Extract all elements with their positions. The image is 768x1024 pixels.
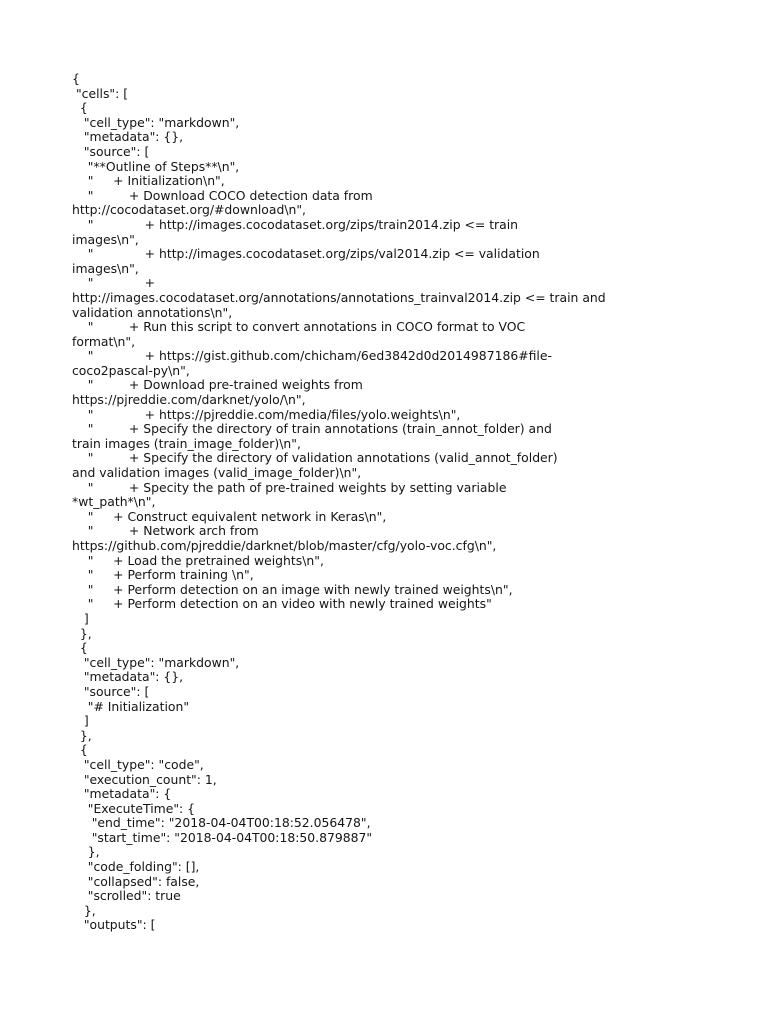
text-line: }, <box>72 727 92 743</box>
text-line: "cell_type": "markdown", <box>72 654 240 670</box>
text-line: coco2pascal-py\n", <box>72 362 190 378</box>
text-line: "scrolled": true <box>72 888 181 904</box>
text-line: "code_folding": [], <box>72 859 200 875</box>
text-line: "metadata": {}, <box>72 129 184 145</box>
text-line: "cells": [ <box>72 85 129 101</box>
text-line: "source": [ <box>72 683 150 699</box>
text-line: " + Construct equivalent network in Keras\n", <box>72 508 387 524</box>
text-line: ] <box>72 713 89 729</box>
text-line: "metadata": {}, <box>72 669 184 685</box>
text-line: { <box>72 100 88 116</box>
text-line: *wt_path*\n", <box>72 494 156 510</box>
text-line: "execution_count": 1, <box>72 771 217 787</box>
text-line: images\n", <box>72 231 139 247</box>
text-line: " + http://images.cocodataset.org/zips/train2014.zip <= train <box>72 216 519 232</box>
text-line: " + Specify the directory of train annotations (train_annot_folder) and <box>72 421 552 437</box>
text-line: "metadata": { <box>72 786 172 802</box>
text-line: " + https://gist.github.com/chicham/6ed3842d0d2014987186#file- <box>72 348 552 364</box>
text-line: http://cocodataset.org/#download\n", <box>72 202 306 218</box>
text-line: "# Initialization" <box>72 698 190 714</box>
text-line: " + Perform detection on an video with newly trained weights" <box>72 596 492 612</box>
text-line: " + https://pjreddie.com/media/files/yolo.weights\n", <box>72 406 461 422</box>
text-line: " + Perform detection on an image with newly trained weights\n", <box>72 581 513 597</box>
text-line: }, <box>72 844 100 860</box>
text-line: { <box>72 640 88 656</box>
text-line: " + Initialization\n", <box>72 173 225 189</box>
text-line: train images (train_image_folder)\n", <box>72 435 301 451</box>
text-line: format\n", <box>72 333 136 349</box>
text-line: and validation images (valid_image_folder)\n", <box>72 465 362 481</box>
text-line: " + Network arch from <box>72 523 259 539</box>
text-line: images\n", <box>72 260 139 276</box>
text-line: https://pjreddie.com/darknet/yolo/\n", <box>72 392 306 408</box>
text-line: "ExecuteTime": { <box>72 800 196 816</box>
text-line: "outputs": [ <box>72 917 156 933</box>
text-line: " + <box>72 275 156 291</box>
text-line: "cell_type": "markdown", <box>72 114 240 130</box>
text-line: "source": [ <box>72 143 150 159</box>
text-line: }, <box>72 902 96 918</box>
text-line: " + Specify the directory of validation annotations (valid_annot_folder) <box>72 450 558 466</box>
text-line: " + Download pre-trained weights from <box>72 377 363 393</box>
json-text-block <box>72 72 712 933</box>
text-line: " + http://images.cocodataset.org/zips/val2014.zip <= validation <box>72 246 540 262</box>
text-line: "end_time": "2018-04-04T00:18:52.056478", <box>72 815 371 831</box>
text-line: ] <box>72 610 89 626</box>
text-line: " + Download COCO detection data from <box>72 187 373 203</box>
text-line: "start_time": "2018-04-04T00:18:50.879887" <box>72 829 373 845</box>
text-line: http://images.cocodataset.org/annotations/annotations_trainval2014.zip <= train and <box>72 289 606 305</box>
text-line: https://github.com/pjreddie/darknet/blob/master/cfg/yolo-voc.cfg\n", <box>72 538 497 553</box>
text-line: " + Specity the path of pre-trained weights by setting variable <box>72 479 507 495</box>
text-line: { <box>72 71 80 86</box>
text-line: validation annotations\n", <box>72 304 233 320</box>
text-line: { <box>72 742 88 758</box>
text-line: }, <box>72 625 92 641</box>
text-line: " + Perform training \n", <box>72 567 254 583</box>
text-line: " + Load the pretrained weights\n", <box>72 552 324 568</box>
text-line: "cell_type": "code", <box>72 756 204 772</box>
text-line: " + Run this script to convert annotations in COCO format to VOC <box>72 319 526 335</box>
text-line: "collapsed": false, <box>72 873 200 889</box>
document-page <box>72 72 712 933</box>
text-line: "**Outline of Steps**\n", <box>72 158 240 174</box>
